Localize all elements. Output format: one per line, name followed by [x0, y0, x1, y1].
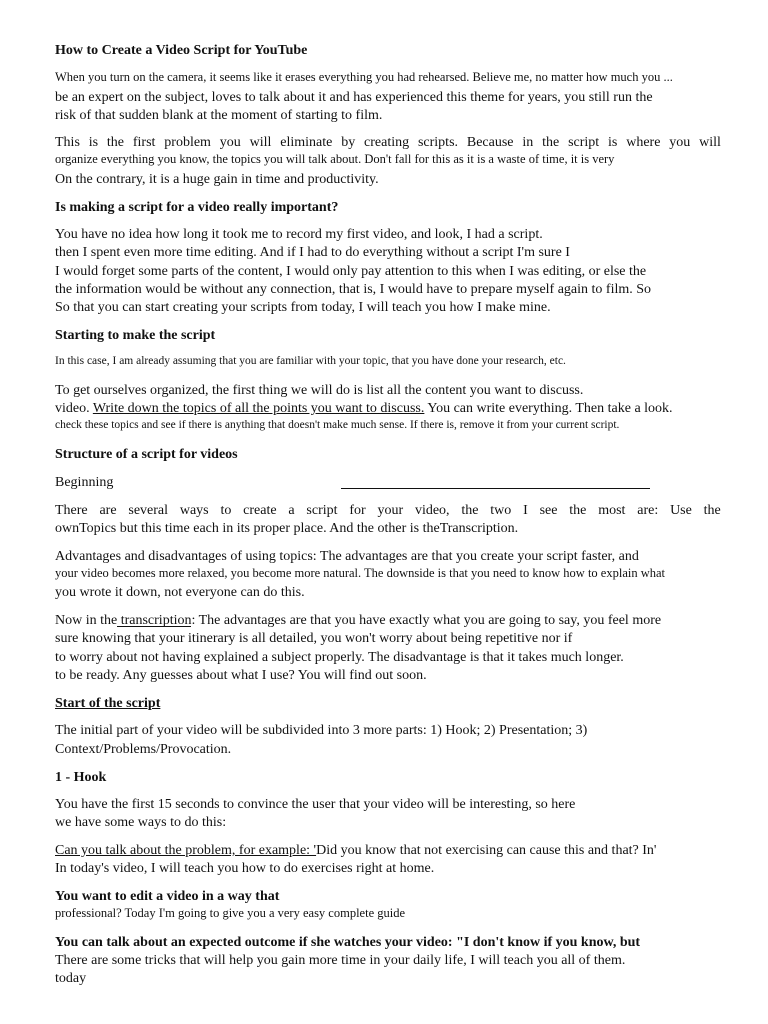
para5-line-1-word: several	[128, 503, 169, 518]
fill-in-blank-line	[341, 488, 650, 489]
para2-line-1-word: where	[626, 135, 661, 150]
assume-line: In this case, I am already assuming that you are familiar with your topic, that you have done your research, etc.	[55, 355, 566, 367]
beginning-label: Beginning	[55, 475, 114, 490]
para2-line-1-word: is	[88, 135, 99, 150]
para2-line-1-word: you	[219, 135, 241, 150]
para4-line-3: check these topics and see if there is anything that doesn't make much sense. If there is, remove it from your current script.	[55, 419, 620, 431]
para12-line-3: today	[55, 971, 87, 986]
para9-line-2: we have some ways to do this:	[55, 815, 227, 830]
para3-line-5: So that you can start creating your scripts from today, I will teach you how I make mine.	[55, 300, 551, 315]
para2-line-1-word: problem	[164, 135, 211, 150]
para2-line-1-word: scripts.	[417, 135, 459, 150]
para5-line-1-word: ways	[179, 503, 209, 518]
para2-line-1-word: in	[522, 135, 534, 150]
heading-important: Is making a script for a video really important?	[55, 200, 339, 215]
para2-line-1-word: This	[55, 135, 80, 150]
write-down-topics-link: Write down the topics of all the points you want to discuss.	[92, 401, 425, 416]
para2-line-3: On the contrary, it is a huge gain in time and productivity.	[55, 172, 379, 187]
heading-hook: 1 - Hook	[55, 770, 107, 785]
para5-line-1-word: most	[598, 503, 626, 518]
problem-example-link: Can you talk about the problem, for example: '	[55, 843, 317, 858]
intro-line-3: risk of that sudden blank at the moment of starting to film.	[55, 108, 383, 123]
para4-line-2	[55, 401, 673, 416]
heading-start-script: Start of the script	[55, 696, 161, 711]
para5-line-1-word: are	[99, 503, 117, 518]
para10-line-2: In today's video, I will teach you how to do exercises right at home.	[55, 861, 435, 876]
para6-line-1: Advantages and disadvantages of using topics: The advantages are that you create your script faster, and	[55, 549, 639, 564]
para5-line-1-word: your	[377, 503, 404, 518]
para2-line-1-word: creating	[364, 135, 410, 150]
para3-line-3: I would forget some parts of the content, I would only pay attention to this when I was editing, or else the	[55, 264, 647, 279]
para5-line-1-word: to	[220, 503, 232, 518]
heading-structure: Structure of a script for videos	[55, 447, 238, 462]
heading-starting: Starting to make the script	[55, 328, 216, 343]
para2-line-1-word: will	[249, 135, 272, 150]
para2-line-1-word: eliminate	[280, 135, 333, 150]
para5-line-1-word: the	[461, 503, 479, 518]
para5-line-1-word: Use	[670, 503, 692, 518]
para7-line-3: to worry about not having explained a subject properly. The disadvantage is that it takes much longer.	[55, 650, 624, 665]
para10-line-1	[55, 843, 656, 858]
para2-line-1-word: script	[568, 135, 600, 150]
para2-line-1-word: Because	[466, 135, 514, 150]
para3-line-2: then I spent even more time editing. And if I had to do everything without a script I'm sure I	[55, 245, 570, 260]
para2-line-1-word: the	[106, 135, 125, 150]
para4-line-1: To get ourselves organized, the first thing we will do is list all the content you want to discuss.	[55, 383, 584, 398]
para2-line-1-word: is	[608, 135, 618, 150]
para2-line-2: organize everything you know, the topics you will talk about. Don't fall for this as it is a waste of time, it is very	[55, 152, 615, 166]
para4-line-2-b: You can write everything. Then take a look.	[424, 401, 673, 416]
para5-line-1-word: two	[490, 503, 512, 518]
para5-line-2: ownTopics but this time each in its proper place. And the other is theTranscription.	[55, 521, 519, 536]
para3-line-4: the information would be without any connection, that is, I would have to prepare myself again to film. So	[55, 282, 652, 297]
para11-line-1: You want to edit a video in a way that	[55, 889, 280, 904]
para10-line-1-rest: Did you know that not exercising can cause this and that? In'	[316, 843, 657, 858]
para11-line-2: professional? Today I'm going to give you a very easy complete guide	[55, 906, 406, 920]
para5-line-1-word: see	[539, 503, 558, 518]
document-title: How to Create a Video Script for YouTube	[55, 43, 308, 58]
para5-line-1-word: a	[288, 503, 295, 518]
para5-line-1	[55, 503, 721, 518]
para2-line-1-word: you	[669, 135, 691, 150]
para9-line-1: You have the first 15 seconds to convince the user that your video will be interesting, so here	[55, 797, 576, 812]
para7-line-1: Now in the transcription: The advantages are that you have exactly what you are going to say, you feel more	[55, 613, 662, 628]
para2-line-1-word: first	[132, 135, 156, 150]
para2-line-1-word: the	[542, 135, 560, 150]
para2-line-1-word: will	[699, 135, 721, 150]
para5-line-1-word: script	[306, 503, 338, 518]
para6-line-2: your video becomes more relaxed, you become more natural. The downside is that you need to know how to explain what	[55, 566, 666, 580]
para5-line-1-word: I	[523, 503, 528, 518]
intro-line-1: When you turn on the camera, it seems like it erases everything you had rehearsed. Believe me, no matter how much you ...	[55, 70, 673, 84]
para5-line-1-word: the	[703, 503, 721, 518]
para5-line-1-word: create	[243, 503, 277, 518]
intro-line-2: be an expert on the subject, loves to talk about it and has experienced this theme for years, you still run the	[55, 90, 653, 105]
para3-line-1: You have no idea how long it took me to record my first video, and look, I had a script.	[55, 227, 543, 242]
para4-line-2-a: video.	[55, 401, 93, 416]
para7-line-4: to be ready. Any guesses about what I use? You will find out soon.	[55, 668, 427, 683]
para12-line-2: There are some tricks that will help you gain more time in your daily life, I will teach you all of them.	[55, 953, 626, 968]
para5-line-1-word: for	[349, 503, 366, 518]
para8-line-1: The initial part of your video will be subdivided into 3 more parts: 1) Hook; 2) Presentation; 3)	[55, 723, 588, 738]
para5-line-1-word: video,	[414, 503, 450, 518]
para6-line-3: you wrote it down, not everyone can do this.	[55, 585, 305, 600]
para2-line-1	[55, 135, 721, 150]
para12-line-1: You can talk about an expected outcome if she watches your video: "I don't know if you know, but	[55, 935, 641, 950]
para7-line-2: sure knowing that your itinerary is all detailed, you won't worry about being repetitive nor if	[55, 631, 573, 646]
para2-line-1-word: by	[341, 135, 356, 150]
para5-line-1-word: There	[55, 503, 88, 518]
para5-line-1-word: are:	[637, 503, 659, 518]
para8-line-2: Context/Problems/Provocation.	[55, 742, 232, 757]
transcription-underline	[117, 626, 191, 627]
para5-line-1-word: the	[569, 503, 587, 518]
